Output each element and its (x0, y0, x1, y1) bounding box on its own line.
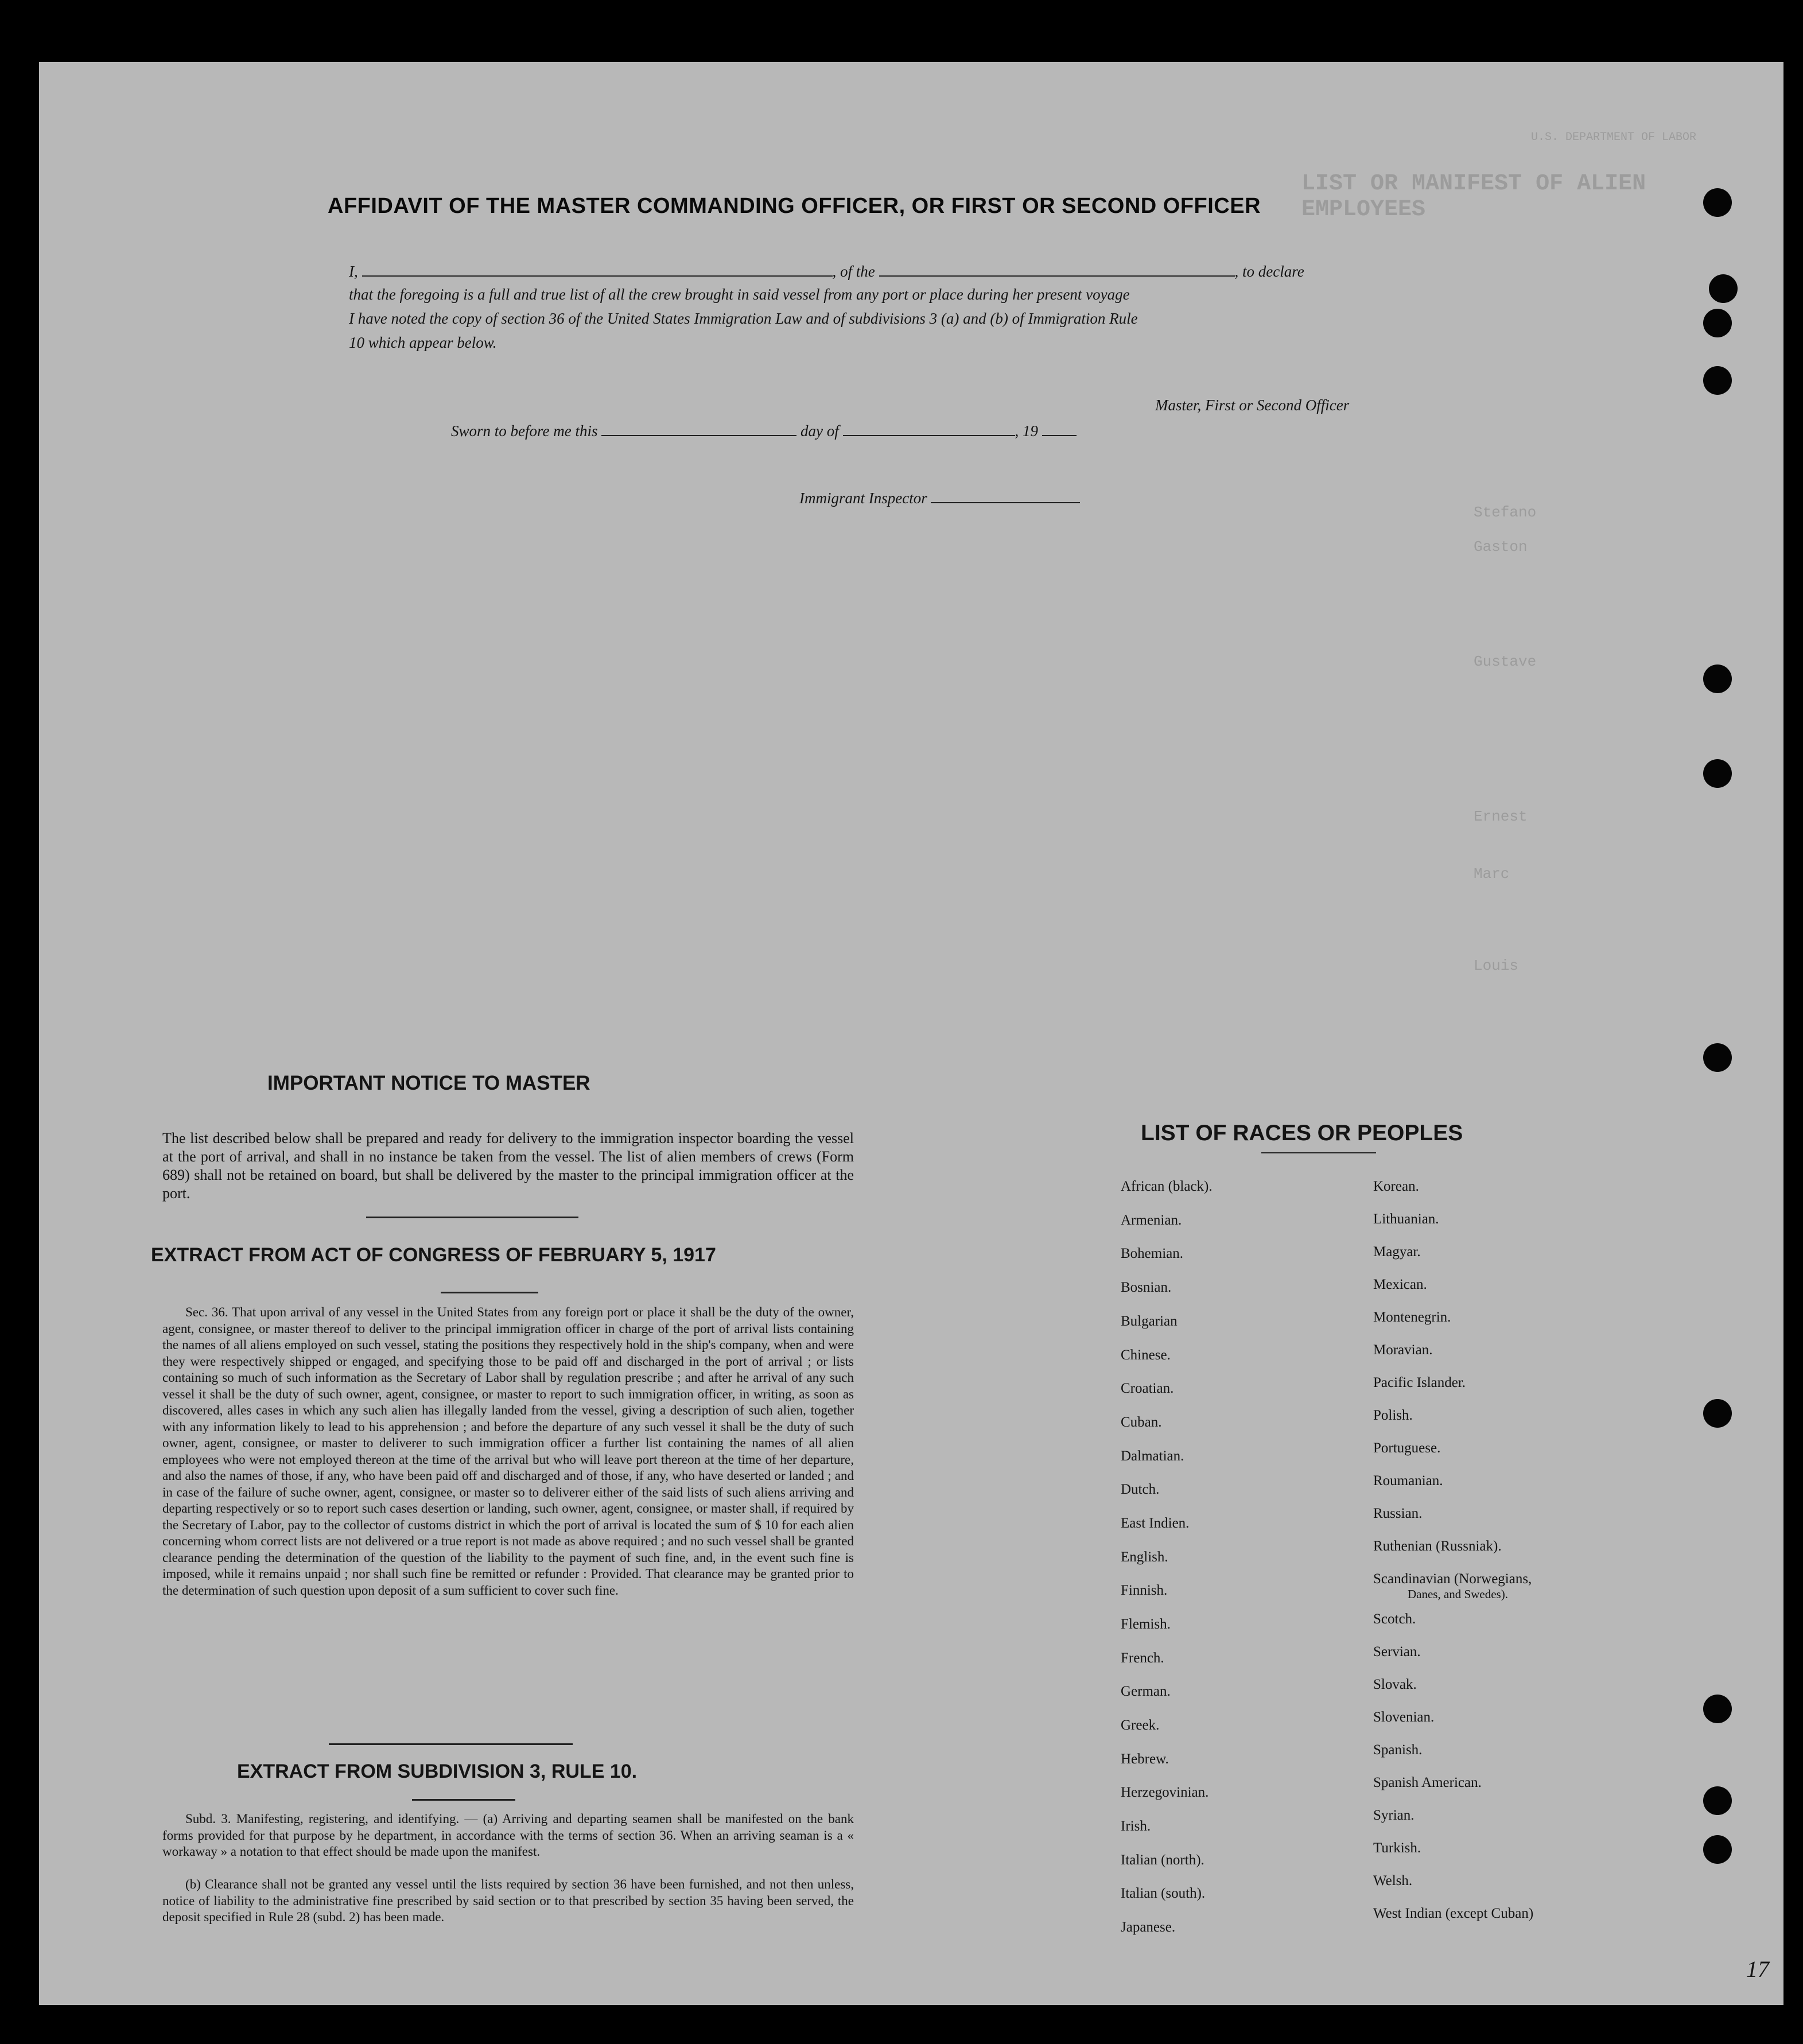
affidavit-i-label: I, (349, 263, 358, 280)
affidavit-line-1 (349, 263, 1468, 281)
race-item: Dalmatian. (1121, 1448, 1184, 1464)
inspector-label: Immigrant Inspector (799, 489, 927, 507)
bleed-through-text: Gustave (1474, 653, 1537, 670)
race-item: Irish. (1121, 1818, 1151, 1834)
race-item: Spanish American. (1373, 1775, 1482, 1790)
sworn-line (451, 422, 1077, 440)
race-item: Herzegovinian. (1121, 1785, 1209, 1800)
race-item: Moravian. (1373, 1342, 1433, 1358)
binder-hole (1703, 1399, 1732, 1428)
sworn-day-field[interactable] (601, 422, 796, 436)
inspector-signature-field[interactable] (931, 489, 1080, 503)
race-item: German. (1121, 1684, 1171, 1699)
race-item: English. (1121, 1549, 1168, 1565)
race-item: Welsh. (1373, 1873, 1413, 1888)
affidavit-line-3: I have noted the copy of section 36 of the United States Immigration Law and of subdivisions 3 (a) and (b) of Immigration Rule (349, 310, 1138, 327)
bleed-through-text: LIST OR MANIFEST OF ALIEN EMPLOYEES (1301, 171, 1646, 223)
race-item: Italian (north). (1121, 1852, 1204, 1868)
race-item: French. (1121, 1650, 1164, 1666)
divider (366, 1217, 578, 1218)
binder-hole (1703, 1043, 1732, 1072)
extract-rule-text-a: Subd. 3. Manifesting, registering, and identifying. — (a) Arriving and departing seamen shall be manifested on the bank forms provided for that purpose by he department, in accordance with the terms of section 36. When an arriving seaman is a « workaway » a notation to that effect should be made upon the manifest. (162, 1812, 854, 1859)
divider (412, 1799, 515, 1801)
race-item: Slovenian. (1373, 1709, 1435, 1725)
name-field[interactable] (362, 263, 833, 277)
race-item: Spanish. (1373, 1742, 1423, 1758)
binder-hole (1703, 759, 1732, 788)
race-item: Finnish. (1121, 1583, 1168, 1598)
sworn-year-field[interactable] (1042, 422, 1077, 436)
race-item: West Indian (except Cuban) (1373, 1906, 1534, 1921)
race-item: Hebrew. (1121, 1751, 1169, 1767)
sworn-label: Sworn to before me this (451, 422, 598, 440)
race-item: Magyar. (1373, 1244, 1421, 1260)
divider (441, 1292, 538, 1293)
day-of-label: day of (801, 422, 839, 440)
race-item: Turkish. (1373, 1840, 1421, 1856)
affidavit-title: AFFIDAVIT OF THE MASTER COMMANDING OFFICER, OR FIRST OR SECOND OFFICER (328, 194, 1261, 218)
sworn-month-field[interactable] (843, 422, 1015, 436)
race-item: Lithuanian. (1373, 1211, 1439, 1227)
binder-hole (1703, 188, 1732, 217)
document-page (39, 62, 1783, 2005)
race-item: Ruthenian (Russniak). (1373, 1538, 1502, 1554)
race-item: Japanese. (1121, 1919, 1176, 1935)
race-item: Bulgarian (1121, 1314, 1178, 1329)
extract-act-title: EXTRACT FROM ACT OF CONGRESS OF FEBRUARY 5, 1917 (151, 1244, 716, 1266)
bleed-through-text: Stefano (1474, 504, 1537, 521)
race-item: Greek. (1121, 1717, 1160, 1733)
race-item: Russian. (1373, 1506, 1423, 1521)
race-item: Cuban. (1121, 1415, 1162, 1430)
binder-hole (1703, 1695, 1732, 1723)
bleed-through-text: Louis (1474, 957, 1519, 974)
extract-rule-text-b: (b) Clearance shall not be granted any vessel until the lists required by section 36 have been furnished, and not then unless, notice of liability to the administrative fine prescribed by said section or to that prescribed by section 35 having been served, the deposit specified in Rule 28 (subd. 2) has been made. (162, 1877, 854, 1924)
binder-hole (1709, 274, 1738, 303)
race-item: Croatian. (1121, 1381, 1174, 1396)
master-signature-label: Master, First or Second Officer (1155, 397, 1350, 414)
races-title: LIST OF RACES OR PEOPLES (1141, 1121, 1463, 1145)
binder-hole (1703, 1786, 1732, 1815)
vessel-field[interactable] (879, 263, 1235, 277)
race-item: Bohemian. (1121, 1246, 1184, 1261)
race-item: Chinese. (1121, 1347, 1171, 1363)
race-item: Servian. (1373, 1644, 1421, 1660)
bleed-through-text: Ernest (1474, 808, 1528, 825)
race-item: Scotch. (1373, 1611, 1416, 1627)
race-item: Korean. (1373, 1179, 1419, 1194)
notice-text: The list described below shall be prepared and ready for delivery to the immigration inspector boarding the vessel at the port of arrival, and shall in no instance be taken from the vessel. The list of alien members of crews (Form 689) shall not be retained on board, but shall be delivered by the master to the principal immigration officer at the port. (162, 1130, 854, 1202)
race-item: East Indien. (1121, 1515, 1190, 1531)
inspector-line (799, 489, 1080, 507)
bleed-through-text: Marc (1474, 865, 1510, 883)
binder-hole (1703, 366, 1732, 395)
race-item: African (black). (1121, 1179, 1213, 1194)
race-item: Scandinavian (Norwegians, (1373, 1571, 1532, 1587)
affidavit-line-2: that the foregoing is a full and true list of all the crew brought in said vessel from any port or place during her present voyage (349, 286, 1130, 303)
bleed-through-text: U.S. DEPARTMENT OF LABOR (1531, 131, 1697, 144)
race-item: Dutch. (1121, 1482, 1160, 1497)
affidavit-line-4: 10 which appear below. (349, 334, 497, 351)
race-item: Slovak. (1373, 1677, 1417, 1692)
race-item: Bosnian. (1121, 1280, 1172, 1295)
race-item: Polish. (1373, 1408, 1413, 1423)
binder-hole (1703, 665, 1732, 693)
year-label: , 19 (1015, 422, 1038, 440)
race-item: Roumanian. (1373, 1473, 1443, 1489)
binder-hole (1703, 309, 1732, 337)
bleed-through-text: Gaston (1474, 538, 1528, 555)
race-item: Portuguese. (1373, 1440, 1441, 1456)
race-item: Mexican. (1373, 1277, 1427, 1292)
affidavit-of-the: , of the (832, 263, 875, 280)
race-item: Flemish. (1121, 1616, 1171, 1632)
extract-act-text: Sec. 36. That upon arrival of any vessel in the United States from any foreign port or place it shall be the duty of the owner, agent, consignee, or master thereof to deliver to the principal immigration officer in charge of the port of arrival lists containing the names of all aliens employed on such vessel, stating the positions they respectively hold in the ship's company, when and were they were respectively shipped or engaged, and specifying those to be paid off and discharged in the port of arrival ; or lists containing so much of such information as the Secretary of Labor shall by regulation prescribe ; and after he arrival of any such vessel it shall be the duty of such owner, agent, consignee, or master to report to such immigration officer, in writing, as soon as discovered, alles cases in which any such alien has illegally landed from the vessel, giving a description of such alien, together with any information likely to lead to his apprehension ; and before the departure of any such vessel it shall be the duty of such owner, agent, consignee, or master to deliverer to such immigration officer a further list containing the names of all alien employees who were not employed thereon at the time of the arrival but who will leave port thereon at the time of her departure, and also the names of those, if any, who have been paid off and discharged and of those, if any, who have deserted or landed ; and in case of the failure of suche owner, agent, consignee, or master so to deliverer either of the said lists of such aliens arriving and departing respectively or so to report such cases desertion or landing, such owner, agent, consignee, or master shall, if required by the Secretary of Labor, pay to the collector of customs district in which the port of arrival is located the sum of $ 10 for each alien concerning whom correct lists are not delivered or a true report is not made as above required ; and no such vessel shall be granted clearance pending the determination of the question of the liability to the payment of such fine, and, in the event such fine is imposed, while it remains unpaid ; nor shall such fine be remitted or refunder : Provided. That clearance may be granted prior to the determination of such question upon deposit of a sum sufficient to cover such fine. (162, 1305, 854, 1598)
race-item: Italian (south). (1121, 1886, 1206, 1901)
divider (329, 1743, 573, 1745)
notice-title: IMPORTANT NOTICE TO MASTER (267, 1072, 590, 1094)
extract-rule-title: EXTRACT FROM SUBDIVISION 3, RULE 10. (237, 1761, 638, 1782)
race-item: Syrian. (1373, 1808, 1415, 1823)
binder-hole (1703, 1835, 1732, 1864)
race-item: Montenegrin. (1373, 1309, 1451, 1325)
affidavit-to-declare: , to declare (1234, 263, 1304, 280)
race-item: Armenian. (1121, 1213, 1182, 1228)
divider (1261, 1152, 1376, 1153)
margin-handwritten-note: 17 (1746, 1956, 1769, 1982)
race-item: Danes, and Swedes). (1408, 1587, 1508, 1601)
race-item: Pacific Islander. (1373, 1375, 1466, 1390)
